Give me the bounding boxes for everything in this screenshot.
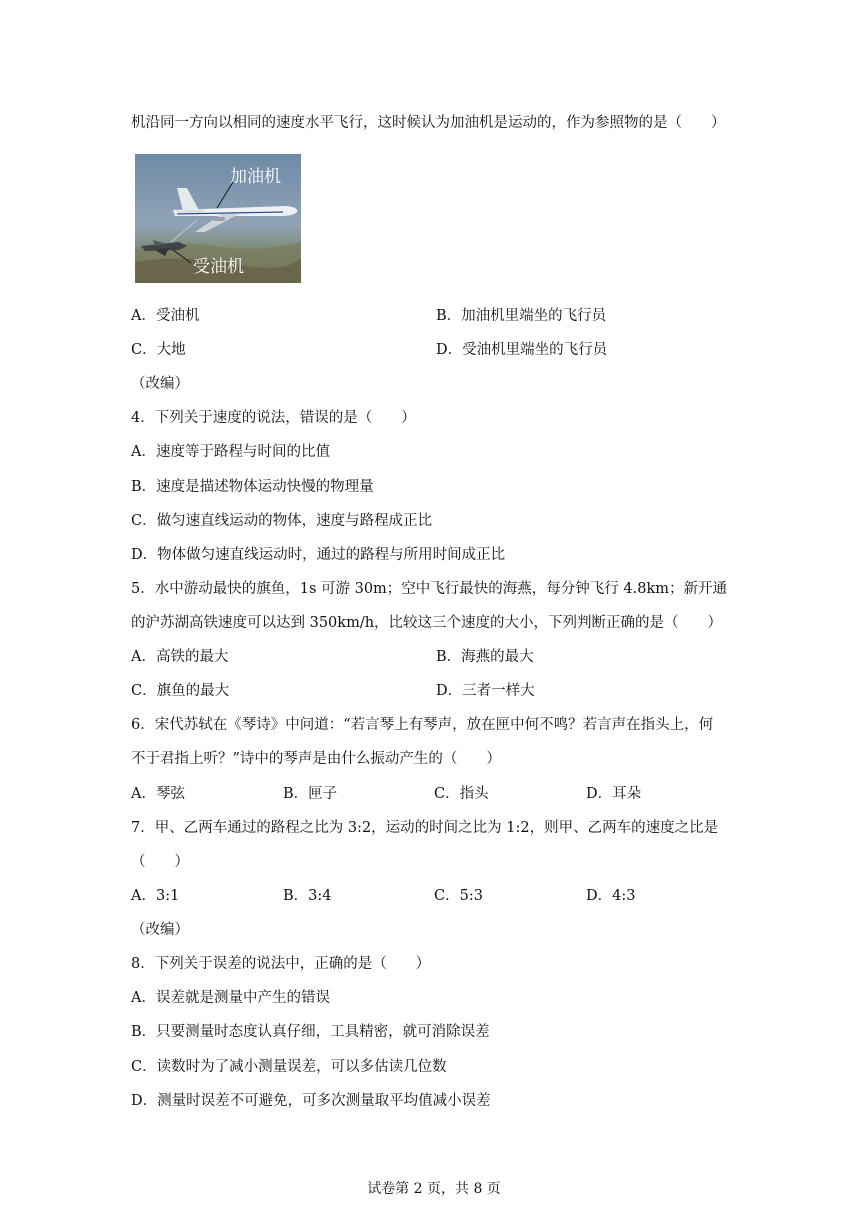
q5-option-c: C．旗鱼的最大: [131, 683, 230, 699]
q7-option-a: A．3:1: [131, 888, 180, 904]
q3-option-a: A．受油机: [131, 308, 200, 324]
q4-option-d: D．物体做匀速直线运动时，通过的路程与所用时间成正比: [131, 547, 506, 563]
q5-option-b: B．海燕的最大: [436, 649, 534, 665]
refueling-illustration: [135, 154, 301, 283]
tanker-label: 加油机: [230, 167, 281, 187]
q3-option-b: B．加油机里端坐的飞行员: [436, 308, 607, 324]
q8-stem: 8．下列关于误差的说法中，正确的是（ ）: [131, 956, 431, 972]
q7-option-d: D．4:3: [586, 888, 636, 904]
q4-option-c: C．做匀速直线运动的物体，速度与路程成正比: [131, 513, 433, 529]
q7-stem-line2: （ ）: [131, 854, 189, 870]
q7-note: （改编）: [131, 922, 189, 938]
q5-option-d: D．三者一样大: [436, 683, 535, 699]
q8-option-b: B．只要测量时态度认真仔细，工具精密，就可消除误差: [131, 1024, 490, 1040]
page-footer: 试卷第 2 页，共 8 页: [367, 1181, 501, 1197]
q7-option-b: B．3:4: [283, 888, 332, 904]
q3-note: （改编）: [131, 376, 189, 392]
q3-option-c: C．大地: [131, 342, 186, 358]
q4-option-b: B．速度是描述物体运动快慢的物理量: [131, 479, 374, 495]
q5-stem-line2: 的沪苏湖高铁速度可以达到 350km/h，比较这三个速度的大小，下列判断正确的是（ ）: [131, 615, 723, 631]
q4-stem: 4．下列关于速度的说法，错误的是（ ）: [131, 410, 416, 426]
q7-stem-line1: 7．甲、乙两车通过的路程之比为 3:2，运动的时间之比为 1:2，则甲、乙两车的速度之比是: [131, 820, 719, 836]
refueling-photo: [135, 154, 301, 283]
q6-stem-line1: 6．宋代苏轼在《琴诗》中问道：“若言琴上有琴声，放在匣中何不鸣？若言声在指头上，何: [131, 717, 714, 733]
q5-stem-line1: 5．水中游动最快的旗鱼，1s 可游 30m；空中飞行最快的海燕，每分钟飞行 4.8km；新开通: [131, 581, 728, 597]
q6-option-b: B．匣子: [283, 786, 338, 802]
q4-option-a: A．速度等于路程与时间的比值: [131, 444, 330, 460]
q8-option-d: D．测量时误差不可避免，可多次测量取平均值减小误差: [131, 1093, 491, 1109]
q6-option-d: D．耳朵: [586, 786, 642, 802]
q6-option-c: C．指头: [434, 786, 489, 802]
q3-stem: 机沿同一方向以相同的速度水平飞行，这时候认为加油机是运动的，作为参照物的是（ ）: [131, 115, 726, 131]
q3-option-d: D．受油机里端坐的飞行员: [436, 342, 608, 358]
q7-option-c: C．5:3: [434, 888, 483, 904]
receiver-label: 受油机: [193, 257, 244, 277]
q6-option-a: A．琴弦: [131, 786, 185, 802]
q6-stem-line2: 不于君指上听？”诗中的琴声是由什么振动产生的（ ）: [131, 751, 501, 767]
q8-option-c: C．读数时为了减小测量误差，可以多估读几位数: [131, 1059, 447, 1075]
q8-option-a: A．误差就是测量中产生的错误: [131, 990, 330, 1006]
q5-option-a: A．高铁的最大: [131, 649, 229, 665]
